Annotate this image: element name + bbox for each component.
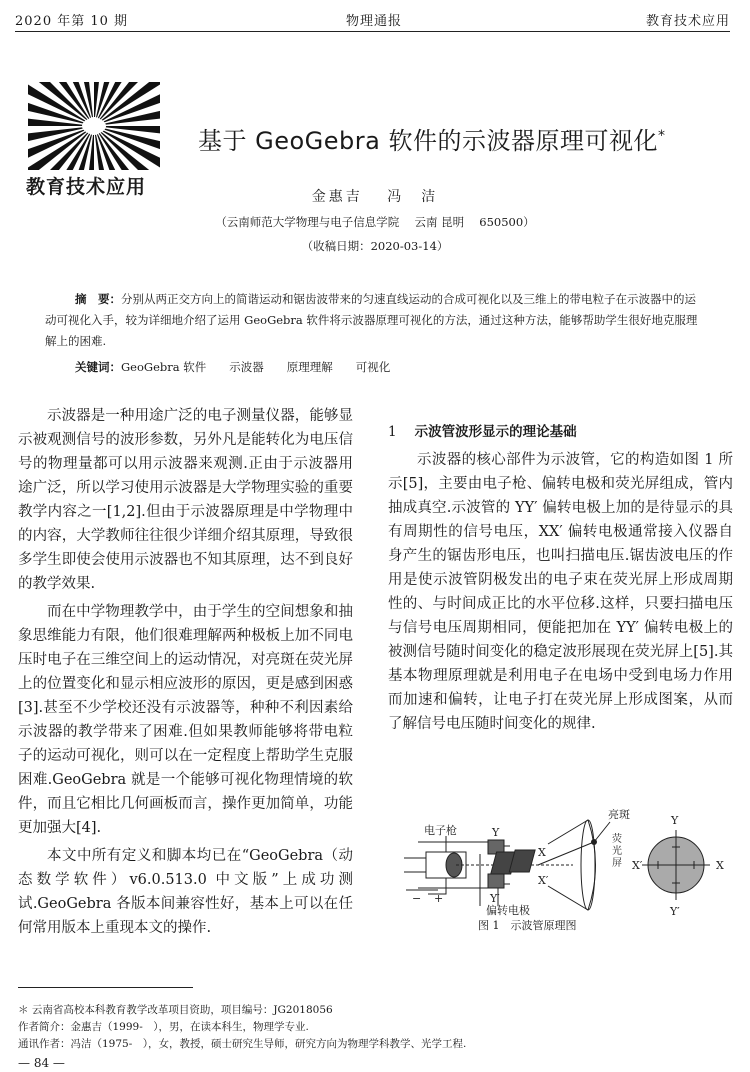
keywords-text: GeoGebra 软件 示波器 原理理解 可视化 [121, 360, 391, 374]
logo-center [82, 118, 106, 134]
abstract-label: 摘 要： [75, 292, 121, 306]
label-bright-spot: 亮斑 [608, 808, 630, 821]
label-screen-x: X [716, 859, 724, 872]
footnote-funding: ＊ 云南省高校本科教育教学改革项目资助，项目编号：JG2018056 [18, 1004, 333, 1016]
body-paragraph: 而在中学物理教学中，由于学生的空间想象和抽象思维能力有限，他们很难理解两种极板上加不同电压时电子在三维空间上的运动情况，对亮斑在荧光屏上的位置变化和显示相应波形的原因，更是感到困惑[3].甚至不少学校还没有示波器等，种种不利因素给示波器的教学带来了困难.但如果教师能够将带电粒子的运动可视化，则可以在一定程度上帮助学生克服困难.GeoGebra 就是一个能够可视化物理情境的软件，而且它相比几何画板而言，操作更加简单，功能更加强大[4]. [18, 604, 353, 836]
footnote-author: 作者简介：金惠吉（1999- ），男，在读本科生，物理学专业. [18, 1021, 309, 1033]
label-x-prime-plate: X′ [538, 874, 549, 887]
authors: 金惠吉 冯 洁 [311, 189, 439, 205]
section-number: 1 [388, 424, 397, 440]
left-column [18, 404, 353, 944]
header-rule [15, 31, 730, 32]
oscilloscope-tube-diagram [398, 802, 738, 917]
body-paragraph: 示波器是一种用途广泛的电子测量仪器，能够显示被观测信号的波形参数，另外凡是能转化为电压信号的物理量都可以用示波器来观测.正由于示波器用途广泛，所以学习使用示波器是大学物理实验的重要教学内容之一[1,2].但由于示波器原理是中学物理中的内容，大学教师往往很少详细介绍其原理，导致很多学生即使会使用示波器也不知其原理，达不到良好的教学效果. [18, 408, 353, 592]
spot-pointer [594, 822, 610, 842]
label-deflection-electrode: 偏转电极 [486, 904, 530, 917]
footnote-rule [18, 987, 193, 988]
header-issue: 2020 年第 10 期 [15, 14, 129, 29]
deflected-beam [538, 842, 594, 865]
article-title [198, 121, 665, 156]
affiliation: （云南师范大学物理与电子信息学院 云南 昆明 650500） [215, 215, 535, 229]
header-column: 教育技术应用 [645, 14, 730, 29]
label-x-plate: X [538, 846, 546, 859]
right-column [388, 448, 733, 736]
section-title: 示波管波形显示的理论基础 [414, 424, 577, 440]
fluorescent-screen [581, 820, 595, 910]
label-screen-x-prime: X′ [632, 859, 643, 872]
keywords [75, 359, 390, 375]
footnote-corresponding: 通讯作者：冯洁（1975- ），女，教授，硕士研究生导师，研究方向为物理学科教学、光学工程. [18, 1038, 467, 1050]
gun-lens [446, 853, 462, 877]
title-text: 基于 GeoGebra 软件的示波器原理可视化 [198, 127, 658, 155]
abstract [45, 289, 705, 352]
keywords-label: 关键词： [75, 360, 121, 374]
received-date: （收稿日期：2020-03-14） [301, 239, 449, 253]
label-screen-y-prime: Y′ [670, 905, 680, 917]
label-y-prime: Y′ [490, 892, 500, 905]
abstract-text: 分别从两正交方向上的简谐运动和锯齿波带来的匀速直线运动的合成可视化以及三维上的带电粒子在示波器中的运动可视化入手，较为详细地介绍了运用 GeoGebra 软件将示波器原理可视化的方法，通过这种方法，能够帮助学生很好地克服理解上的困难. [45, 292, 698, 348]
column-logo-graphic [28, 82, 160, 170]
screen-edge [588, 820, 596, 910]
label-plus: + [434, 892, 444, 905]
header-journal: 物理通报 [346, 14, 403, 29]
label-y: Y [492, 826, 500, 839]
section-heading [388, 420, 577, 440]
title-footnote-mark: * [657, 128, 666, 144]
label-screen-y: Y [671, 814, 679, 827]
label-minus: − [412, 892, 422, 905]
body-paragraph: 示波器的核心部件为示波管，它的构造如图 1 所示[5]，主要由电子枪、偏转电极和荧光屏组成，管内抽成真空.示波管的 YY′ 偏转电极上加的是待显示的具有周期性的信号电压，XX′ 偏转电极通常接入仪器自身产生的锯齿形电压，也叫扫描电压.锯齿波电压的作用是使示波管阴极发出的电子束在荧光屏上形成周期性的、与时间成正比的水平位移.这样，只要扫描电压与信号电压周期相同，便能把加在 YY′ 偏转电极上的被测信号随时间变化的稳定波形展现在荧光屏上[5].其基本物理原理就是利用电子在电场中受到电场力作用而加速和偏转，让电子打在荧光屏上形成图案，从而了解信号电压随时间变化的规律. [388, 452, 733, 732]
label-electron-gun: 电子枪 [424, 824, 457, 837]
body-paragraph: 本文中所有定义和脚本均已在“GeoGebra（动态数学软件）v6.0.513.0 中文版”上成功测试.GeoGebra 各版本间兼容性好，基本上可以在任何常用版本上重现本文的操作. [18, 848, 353, 936]
gun-wiring [404, 836, 446, 894]
figure-caption: 图 1 示波管原理图 [478, 919, 577, 932]
label-fluorescent-screen: 荧光屏 [612, 834, 622, 869]
y-plate-bottom [488, 874, 504, 888]
page-number: — 84 — [18, 1056, 65, 1070]
column-logo-text: 教育技术应用 [26, 176, 147, 198]
